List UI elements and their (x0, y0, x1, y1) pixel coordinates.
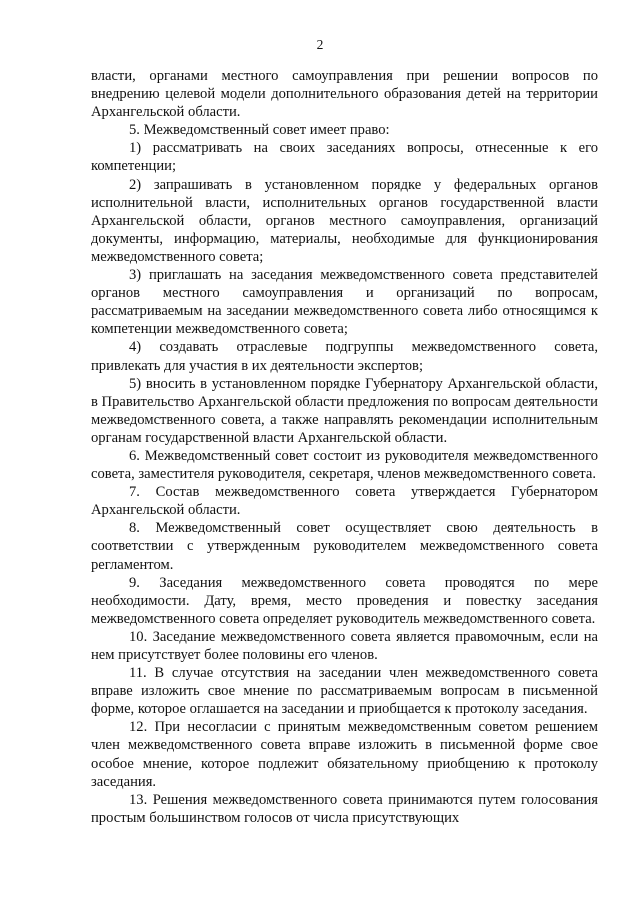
paragraph-9: 9. Заседания межведомственного совета проводятся по мере необходимости. Дату, время, место проведения и повестку заседания межведомственного совета определяет руководитель межведомственного совета. (91, 574, 598, 627)
paragraph-continuation: власти, органами местного самоуправления при решении вопросов по внедрению целевой модели дополнительного образования детей на территории Архангельской области. (91, 68, 598, 121)
paragraph-7: 7. Состав межведомственного совета утверждается Губернатором Архангельской области. (91, 484, 598, 519)
paragraph-5-item-1: 1) рассматривать на своих заседаниях вопросы, отнесенные к его компетенции; (91, 140, 598, 175)
paragraph-10: 10. Заседание межведомственного совета является правомочным, если на нем присутствует более половины его членов. (91, 628, 598, 663)
paragraph-8: 8. Межведомственный совет осуществляет свою деятельность в соответствии с утвержденным руководителем межведомственного совета регламентом. (91, 520, 598, 573)
paragraph-12: 12. При несогласии с принятым межведомственным советом решением член межведомственного совета вправе изложить в письменной форме свое особое мнение, которое подлежит обязательному приобщению к протоколу заседания. (91, 719, 598, 790)
paragraph-11: 11. В случае отсутствия на заседании член межведомственного совета вправе изложить свое мнение по рассматриваемым вопросам в письменной форме, которое оглашается на заседании и приобщается к протоколу заседания. (91, 665, 598, 718)
page-number: 2 (316, 37, 324, 52)
paragraph-5-item-2: 2) запрашивать в установленном порядке у федеральных органов исполнительной власти, исполнительных органов государственной власти Архангельской области, органов местного самоуправления, организаций документы, информацию, материалы, необходимые для функционирования межведомственного совета; (91, 176, 598, 265)
paragraph-5-item-4: 4) создавать отраслевые подгруппы межведомственного совета, привлекать для участия в их деятельности экспертов; (91, 339, 598, 374)
document-body (91, 67, 598, 827)
paragraph-5-item-5: 5) вносить в установленном порядке Губернатору Архангельской области, в Правительство Архангельской области предложения по вопросам деятельности межведомственного совета, а также направлять рекомендации исполнительным органам государственной власти Архангельской области. (91, 375, 598, 446)
paragraph-5-rights-heading: 5. Межведомственный совет имеет право: (129, 122, 390, 139)
paragraph-13: 13. Решения межведомственного совета принимаются путем голосования простым большинством голосов от числа присутствующих (91, 791, 598, 826)
paragraph-6: 6. Межведомственный совет состоит из руководителя межведомственного совета, заместителя руководителя, секретаря, членов межведомственного совета. (91, 447, 598, 483)
paragraph-5-item-3: 3) приглашать на заседания межведомственного совета представителей органов местного самоуправления и организаций по вопросам, рассматриваемым на заседании межведомственного совета либо относящимся к компетенции межведомственного совета; (91, 267, 598, 338)
